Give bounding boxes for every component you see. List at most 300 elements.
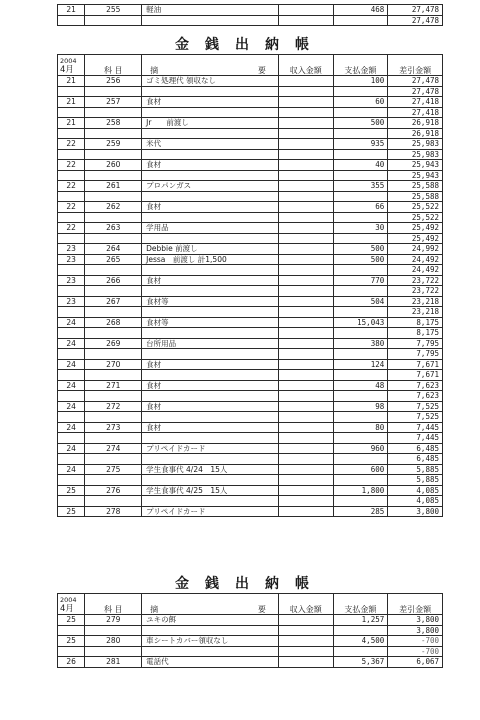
cell-description bbox=[142, 107, 279, 118]
cell-income bbox=[278, 615, 333, 626]
cell-income bbox=[278, 391, 333, 402]
cell-expense bbox=[333, 307, 388, 318]
cell-expense: 770 bbox=[333, 275, 388, 286]
cell-day bbox=[58, 391, 85, 402]
ledger-row bbox=[58, 317, 443, 328]
cell-expense: 124 bbox=[333, 359, 388, 370]
cell-income bbox=[278, 128, 333, 139]
cell-number bbox=[85, 475, 142, 486]
cell-balance: 4,085 bbox=[388, 485, 443, 496]
header-month: 4月 bbox=[60, 65, 74, 75]
cell-income bbox=[278, 97, 333, 108]
cell-number: 274 bbox=[85, 443, 142, 454]
cell-expense: 66 bbox=[333, 202, 388, 213]
cell-description: 米代 bbox=[142, 139, 279, 150]
ledger-row bbox=[58, 464, 443, 475]
header-income: 収入金額 bbox=[278, 55, 333, 76]
cell-number bbox=[85, 625, 142, 636]
cell-expense bbox=[333, 233, 388, 244]
cell-expense bbox=[333, 286, 388, 297]
ledger-row bbox=[58, 212, 443, 223]
cell-number bbox=[85, 307, 142, 318]
cell-expense: 48 bbox=[333, 380, 388, 391]
cell-number: 262 bbox=[85, 202, 142, 213]
cell-expense: 40 bbox=[333, 160, 388, 171]
ledger-row bbox=[58, 349, 443, 360]
header-description bbox=[142, 55, 279, 76]
cell-description bbox=[142, 433, 279, 444]
header-month-2: 4月 bbox=[60, 604, 74, 614]
cell-day: 24 bbox=[58, 359, 85, 370]
cell-number bbox=[85, 15, 142, 26]
cell-balance: 25,943 bbox=[388, 160, 443, 171]
cell-description bbox=[142, 412, 279, 423]
cell-balance: 25,588 bbox=[388, 191, 443, 202]
ledger-row bbox=[58, 160, 443, 171]
cell-day bbox=[58, 128, 85, 139]
cell-day: 25 bbox=[58, 615, 85, 626]
cell-number bbox=[85, 433, 142, 444]
header-desc-left: 摘 bbox=[150, 66, 159, 75]
cell-balance: 7,671 bbox=[388, 370, 443, 381]
ledger-row bbox=[58, 370, 443, 381]
ledger-row bbox=[58, 443, 443, 454]
cell-day bbox=[58, 15, 85, 26]
cell-income bbox=[278, 254, 333, 265]
ledger-row bbox=[58, 202, 443, 213]
header-account: 科 目 bbox=[85, 55, 142, 76]
ledger-row bbox=[58, 359, 443, 370]
cell-income bbox=[278, 223, 333, 234]
ledger-row bbox=[58, 296, 443, 307]
cell-number: 263 bbox=[85, 223, 142, 234]
cell-expense bbox=[333, 646, 388, 657]
cell-income bbox=[278, 370, 333, 381]
cell-description bbox=[142, 212, 279, 223]
cell-income bbox=[278, 265, 333, 276]
cell-balance: 25,522 bbox=[388, 202, 443, 213]
header-expense: 支払金額 bbox=[333, 55, 388, 76]
cell-description bbox=[142, 349, 279, 360]
cell-number bbox=[85, 370, 142, 381]
cell-balance: 3,800 bbox=[388, 615, 443, 626]
cell-day bbox=[58, 625, 85, 636]
cell-day bbox=[58, 370, 85, 381]
cell-number: 272 bbox=[85, 401, 142, 412]
cell-description: プリペイドカード bbox=[142, 443, 279, 454]
cell-day bbox=[58, 286, 85, 297]
ledger-table-2 bbox=[57, 593, 443, 668]
cell-description: 食材 bbox=[142, 97, 279, 108]
cell-number bbox=[85, 170, 142, 181]
cell-expense: 504 bbox=[333, 296, 388, 307]
header-account-2: 科 目 bbox=[85, 594, 142, 615]
cell-balance: 4,085 bbox=[388, 496, 443, 507]
ledger-row bbox=[58, 86, 443, 97]
cell-expense bbox=[333, 15, 388, 26]
cell-day: 21 bbox=[58, 97, 85, 108]
cell-income bbox=[278, 15, 333, 26]
cell-balance: 6,485 bbox=[388, 443, 443, 454]
cell-balance: 5,885 bbox=[388, 475, 443, 486]
cell-expense: 30 bbox=[333, 223, 388, 234]
cell-number: 260 bbox=[85, 160, 142, 171]
cell-number bbox=[85, 86, 142, 97]
page-title: 金銭出納帳 bbox=[175, 37, 325, 53]
cell-income bbox=[278, 401, 333, 412]
cell-description bbox=[142, 128, 279, 139]
cell-balance: 27,478 bbox=[388, 86, 443, 97]
cell-income bbox=[278, 443, 333, 454]
ledger-row bbox=[58, 636, 443, 647]
cell-number: 281 bbox=[85, 657, 142, 668]
cell-day bbox=[58, 107, 85, 118]
ledger-row bbox=[58, 254, 443, 265]
cell-description bbox=[142, 454, 279, 465]
ledger-row bbox=[58, 76, 443, 87]
cell-day: 24 bbox=[58, 464, 85, 475]
cell-number bbox=[85, 265, 142, 276]
ledger-table-1 bbox=[57, 54, 443, 517]
cell-day: 24 bbox=[58, 443, 85, 454]
cell-description bbox=[142, 496, 279, 507]
cell-day bbox=[58, 454, 85, 465]
cell-income bbox=[278, 328, 333, 339]
ledger-row bbox=[58, 485, 443, 496]
ledger-row bbox=[58, 496, 443, 507]
cell-expense bbox=[333, 454, 388, 465]
cell-number bbox=[85, 349, 142, 360]
ledger-row bbox=[58, 170, 443, 181]
ledger-row bbox=[58, 118, 443, 129]
cell-balance: 27,478 bbox=[388, 76, 443, 87]
cell-income bbox=[278, 118, 333, 129]
cell-number: 261 bbox=[85, 181, 142, 192]
cell-description: 食材 bbox=[142, 160, 279, 171]
ledger-row bbox=[58, 139, 443, 150]
cell-description: 車シートカバー領収なし bbox=[142, 636, 279, 647]
cell-description: 台所用品 bbox=[142, 338, 279, 349]
cell-description: 学生食事代 4/24 15人 bbox=[142, 464, 279, 475]
cell-balance: 23,218 bbox=[388, 307, 443, 318]
cell-expense bbox=[333, 212, 388, 223]
ledger-row bbox=[58, 191, 443, 202]
cell-number bbox=[85, 646, 142, 657]
cell-income bbox=[278, 454, 333, 465]
cell-expense bbox=[333, 370, 388, 381]
cell-number bbox=[85, 496, 142, 507]
cell-balance: 25,492 bbox=[388, 223, 443, 234]
cell-expense: 500 bbox=[333, 244, 388, 255]
cell-income bbox=[278, 349, 333, 360]
ledger-row bbox=[58, 128, 443, 139]
cell-number: 271 bbox=[85, 380, 142, 391]
cell-income bbox=[278, 107, 333, 118]
cell-day: 21 bbox=[58, 118, 85, 129]
cell-number bbox=[85, 286, 142, 297]
cell-expense bbox=[333, 349, 388, 360]
page-title-2: 金銭出納帳 bbox=[175, 576, 325, 592]
cell-expense bbox=[333, 391, 388, 402]
cell-income bbox=[278, 170, 333, 181]
cell-day: 22 bbox=[58, 160, 85, 171]
cell-number bbox=[85, 212, 142, 223]
cell-day bbox=[58, 412, 85, 423]
cell-day bbox=[58, 307, 85, 318]
cell-income bbox=[278, 475, 333, 486]
cell-description: 食材 bbox=[142, 380, 279, 391]
cell-balance: 26,918 bbox=[388, 128, 443, 139]
cell-expense: 380 bbox=[333, 338, 388, 349]
cell-balance: 23,218 bbox=[388, 296, 443, 307]
ledger-row bbox=[58, 149, 443, 160]
cell-balance: 7,445 bbox=[388, 433, 443, 444]
cell-description: Debbie 前渡し bbox=[142, 244, 279, 255]
cell-number: 270 bbox=[85, 359, 142, 370]
cell-number: 267 bbox=[85, 296, 142, 307]
cell-number: 265 bbox=[85, 254, 142, 265]
ledger-row bbox=[58, 412, 443, 423]
cell-balance: 8,175 bbox=[388, 328, 443, 339]
cell-description: プロパンガス bbox=[142, 181, 279, 192]
ledger-row bbox=[58, 107, 443, 118]
cell-day: 22 bbox=[58, 139, 85, 150]
cell-expense bbox=[333, 496, 388, 507]
header-date bbox=[58, 55, 85, 76]
cell-income bbox=[278, 181, 333, 192]
cell-description: 学生食事代 4/25 15人 bbox=[142, 485, 279, 496]
cell-number bbox=[85, 412, 142, 423]
cell-day bbox=[58, 233, 85, 244]
cell-balance: 26,918 bbox=[388, 118, 443, 129]
cell-expense: 500 bbox=[333, 118, 388, 129]
cell-expense: 100 bbox=[333, 76, 388, 87]
cell-number bbox=[85, 391, 142, 402]
cell-day: 21 bbox=[58, 76, 85, 87]
cell-income bbox=[278, 422, 333, 433]
cell-expense: 60 bbox=[333, 97, 388, 108]
cell-expense bbox=[333, 328, 388, 339]
cell-description bbox=[142, 170, 279, 181]
cell-number bbox=[85, 128, 142, 139]
cell-balance: 7,795 bbox=[388, 349, 443, 360]
cell-income bbox=[278, 307, 333, 318]
cell-balance: -700 bbox=[388, 646, 443, 657]
ledger-row bbox=[58, 422, 443, 433]
cell-day bbox=[58, 328, 85, 339]
cell-number: 278 bbox=[85, 506, 142, 517]
cell-expense: 1,257 bbox=[333, 615, 388, 626]
cell-balance: 25,943 bbox=[388, 170, 443, 181]
cell-description: Jessa 前渡し 計1,500 bbox=[142, 254, 279, 265]
cell-description bbox=[142, 646, 279, 657]
cell-number bbox=[85, 233, 142, 244]
cell-income bbox=[278, 380, 333, 391]
cell-day bbox=[58, 170, 85, 181]
cell-number: 280 bbox=[85, 636, 142, 647]
header-year: 2004 bbox=[60, 57, 77, 65]
cell-description: ユキの餌 bbox=[142, 615, 279, 626]
cell-income bbox=[278, 625, 333, 636]
cell-day bbox=[58, 475, 85, 486]
header-balance-2: 差引金額 bbox=[388, 594, 443, 615]
cell-expense bbox=[333, 107, 388, 118]
header-date-2 bbox=[58, 594, 85, 615]
cell-expense bbox=[333, 86, 388, 97]
cell-day: 24 bbox=[58, 422, 85, 433]
cell-description: 食材 bbox=[142, 401, 279, 412]
cell-expense bbox=[333, 433, 388, 444]
cell-day: 24 bbox=[58, 338, 85, 349]
cell-balance: 7,795 bbox=[388, 338, 443, 349]
cell-description bbox=[142, 307, 279, 318]
cell-income bbox=[278, 646, 333, 657]
cell-expense: 960 bbox=[333, 443, 388, 454]
cell-description bbox=[142, 15, 279, 26]
ledger-row bbox=[58, 233, 443, 244]
cell-income bbox=[278, 296, 333, 307]
cell-expense: 4,500 bbox=[333, 636, 388, 647]
header-income-2: 収入金額 bbox=[278, 594, 333, 615]
ledger-row bbox=[58, 244, 443, 255]
cell-balance: 8,175 bbox=[388, 317, 443, 328]
cell-number bbox=[85, 454, 142, 465]
cell-balance: 6,485 bbox=[388, 454, 443, 465]
cell-description: 食材 bbox=[142, 275, 279, 286]
cell-description bbox=[142, 86, 279, 97]
cell-expense: 1,800 bbox=[333, 485, 388, 496]
cell-balance: 24,492 bbox=[388, 254, 443, 265]
ledger-row bbox=[58, 275, 443, 286]
cell-expense bbox=[333, 191, 388, 202]
cell-expense bbox=[333, 625, 388, 636]
cell-expense bbox=[333, 475, 388, 486]
cell-number: 269 bbox=[85, 338, 142, 349]
ledger-row bbox=[58, 5, 443, 16]
ledger-row bbox=[58, 307, 443, 318]
cell-day bbox=[58, 349, 85, 360]
cell-number: 279 bbox=[85, 615, 142, 626]
cell-day: 23 bbox=[58, 296, 85, 307]
cell-number: 273 bbox=[85, 422, 142, 433]
cell-description bbox=[142, 625, 279, 636]
cell-balance: 25,588 bbox=[388, 181, 443, 192]
ledger-top-rows bbox=[57, 4, 443, 26]
cell-number bbox=[85, 149, 142, 160]
cell-balance: 25,983 bbox=[388, 149, 443, 160]
cell-day: 23 bbox=[58, 254, 85, 265]
ledger-header-2 bbox=[58, 594, 443, 615]
cell-day: 25 bbox=[58, 636, 85, 647]
cell-income bbox=[278, 149, 333, 160]
cell-description: プリペイドカード bbox=[142, 506, 279, 517]
cell-expense: 5,367 bbox=[333, 657, 388, 668]
cell-balance: 27,418 bbox=[388, 97, 443, 108]
header-year-2: 2004 bbox=[60, 596, 77, 604]
ledger-row bbox=[58, 615, 443, 626]
cell-day: 23 bbox=[58, 275, 85, 286]
cell-description: 軽油 bbox=[142, 5, 279, 16]
cell-day bbox=[58, 86, 85, 97]
ledger-header bbox=[58, 55, 443, 76]
cell-expense: 15,043 bbox=[333, 317, 388, 328]
header-desc-right: 要 bbox=[257, 66, 266, 75]
cell-day bbox=[58, 646, 85, 657]
cell-day: 25 bbox=[58, 485, 85, 496]
cell-balance: -700 bbox=[388, 636, 443, 647]
cell-day: 22 bbox=[58, 223, 85, 234]
cell-number: 259 bbox=[85, 139, 142, 150]
cell-description: 食材 bbox=[142, 202, 279, 213]
cell-number: 266 bbox=[85, 275, 142, 286]
ledger-row bbox=[58, 15, 443, 26]
header-description-2 bbox=[142, 594, 279, 615]
cell-day: 25 bbox=[58, 506, 85, 517]
cell-income bbox=[278, 433, 333, 444]
cell-description: 学用品 bbox=[142, 223, 279, 234]
cell-day bbox=[58, 191, 85, 202]
cell-balance: 27,418 bbox=[388, 107, 443, 118]
cell-description bbox=[142, 286, 279, 297]
cell-balance: 27,478 bbox=[388, 5, 443, 16]
cell-description bbox=[142, 149, 279, 160]
cell-number: 268 bbox=[85, 317, 142, 328]
cell-description bbox=[142, 328, 279, 339]
cell-description bbox=[142, 475, 279, 486]
cell-expense: 500 bbox=[333, 254, 388, 265]
cell-expense bbox=[333, 149, 388, 160]
ledger-row bbox=[58, 286, 443, 297]
cell-expense: 98 bbox=[333, 401, 388, 412]
cell-expense bbox=[333, 265, 388, 276]
ledger-row bbox=[58, 97, 443, 108]
cell-income bbox=[278, 76, 333, 87]
cell-description bbox=[142, 391, 279, 402]
cell-day: 22 bbox=[58, 181, 85, 192]
ledger-row bbox=[58, 328, 443, 339]
cell-day: 21 bbox=[58, 5, 85, 16]
cell-number: 275 bbox=[85, 464, 142, 475]
ledger-row bbox=[58, 475, 443, 486]
cell-day: 24 bbox=[58, 380, 85, 391]
ledger-row bbox=[58, 223, 443, 234]
cell-day: 22 bbox=[58, 202, 85, 213]
cell-income bbox=[278, 338, 333, 349]
ledger-row bbox=[58, 646, 443, 657]
cell-number: 255 bbox=[85, 5, 142, 16]
cell-balance: 5,885 bbox=[388, 464, 443, 475]
cell-income bbox=[278, 636, 333, 647]
cell-description: Jr 前渡し bbox=[142, 118, 279, 129]
cell-description: 食材等 bbox=[142, 296, 279, 307]
cell-day bbox=[58, 496, 85, 507]
cell-income bbox=[278, 139, 333, 150]
cell-balance: 3,800 bbox=[388, 506, 443, 517]
cell-day: 24 bbox=[58, 401, 85, 412]
cell-day bbox=[58, 149, 85, 160]
cell-income bbox=[278, 160, 333, 171]
ledger-row bbox=[58, 181, 443, 192]
cell-balance: 24,492 bbox=[388, 265, 443, 276]
cell-number bbox=[85, 191, 142, 202]
cell-description bbox=[142, 191, 279, 202]
header-expense-2: 支払金額 bbox=[333, 594, 388, 615]
cell-balance: 3,800 bbox=[388, 625, 443, 636]
cell-expense: 468 bbox=[333, 5, 388, 16]
cell-number: 258 bbox=[85, 118, 142, 129]
cell-income bbox=[278, 359, 333, 370]
ledger-row bbox=[58, 391, 443, 402]
